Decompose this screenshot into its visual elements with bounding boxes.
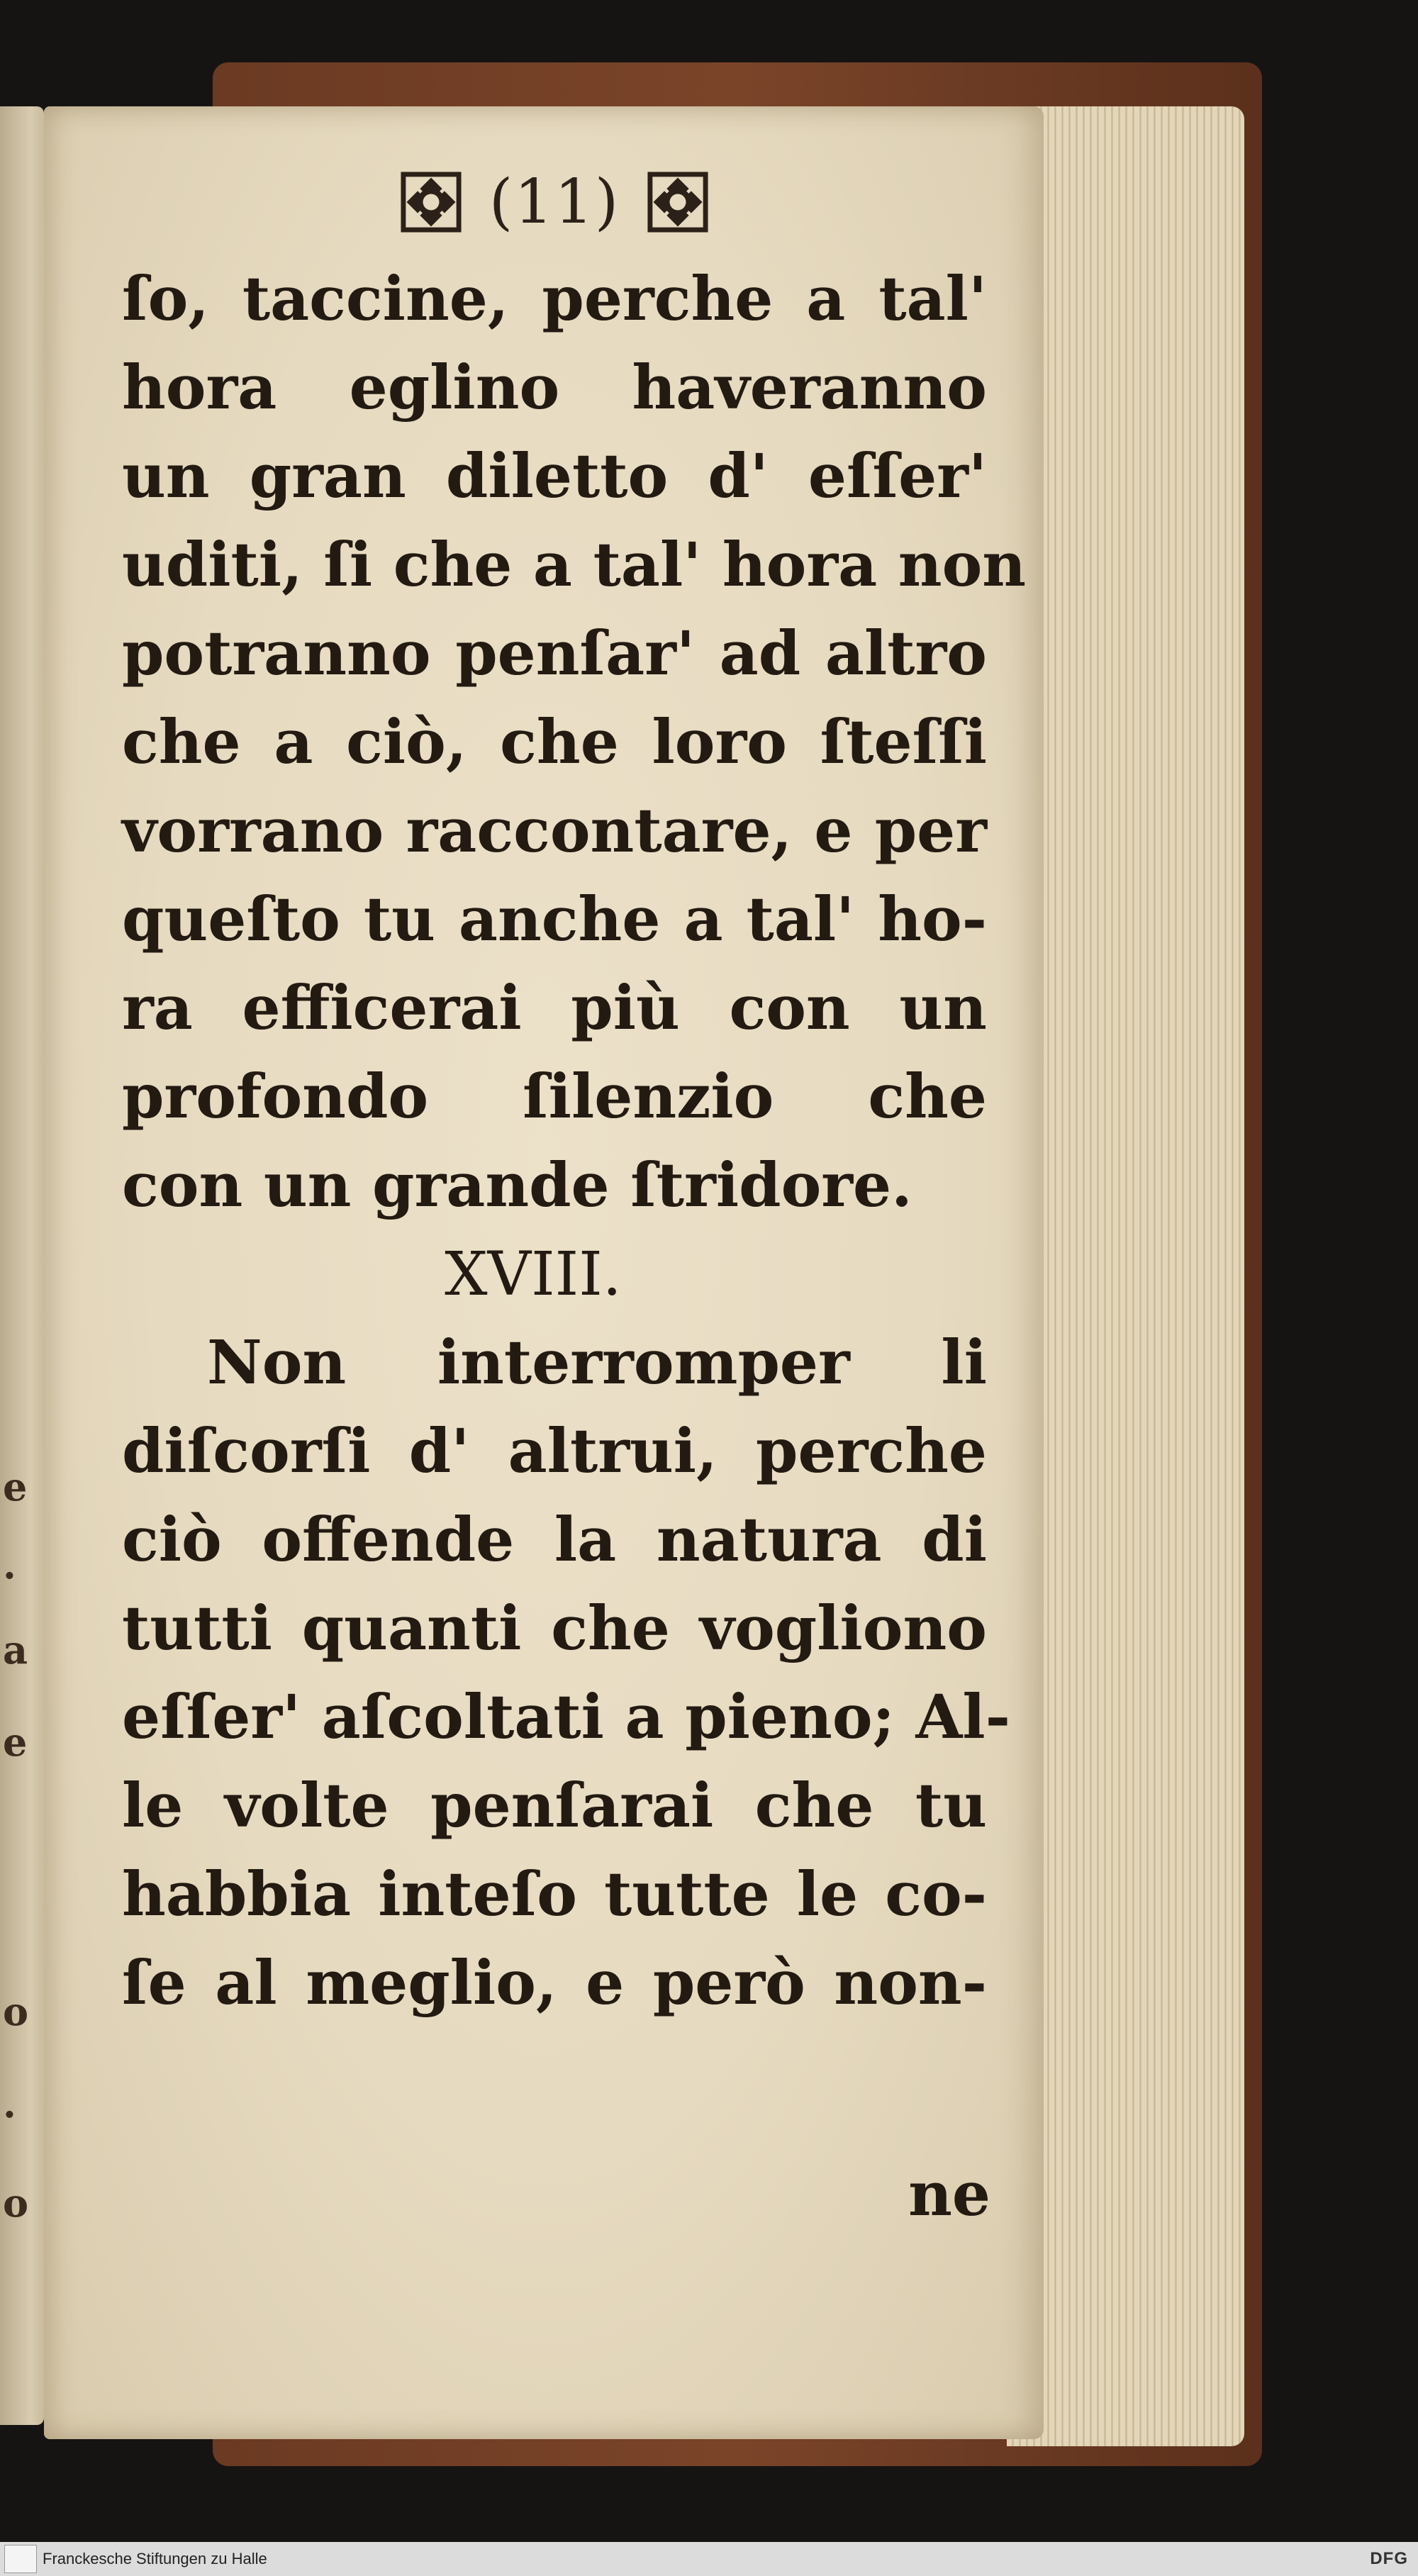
text-line: profondo ſilenzio che <box>122 1061 987 1132</box>
margin-mark: a <box>3 1627 28 1673</box>
text-line: ſe al meglio, e però non- <box>122 1948 987 2019</box>
margin-mark: . <box>3 1542 16 1588</box>
text-line: ſo, taccine, perche a tal' <box>122 264 987 335</box>
text-line: un gran diletto d' eſſer' <box>122 441 987 512</box>
printer-ornament-icon <box>645 169 710 235</box>
book-page <box>44 106 1044 2439</box>
margin-mark: e <box>3 1719 28 1765</box>
text-line: uditi, ſi che a tal' hora non <box>122 530 1027 601</box>
previous-page-edge <box>0 106 44 2425</box>
page-number: (11) <box>489 167 620 238</box>
text-line: potranno penſar' ad altro <box>122 618 987 689</box>
dfg-logo: DFG <box>1370 2549 1408 2568</box>
page-header <box>356 156 753 248</box>
text-line: che a ciò, che loro ſteſſi <box>122 707 987 778</box>
body-text <box>122 255 1027 2028</box>
printer-ornament-icon <box>398 169 464 235</box>
text-line: le volte penſarai che tu <box>122 1771 987 1841</box>
footer-credit <box>0 2545 267 2573</box>
catchword: ne <box>908 2159 990 2230</box>
margin-mark: o <box>3 1989 29 2034</box>
text-line: con un grande ſtridore. <box>122 1150 912 1221</box>
text-line: habbia inteſo tutte le co- <box>122 1859 987 1930</box>
text-line: tutti quanti che vogliono <box>122 1593 987 1664</box>
text-line: eſſer' aſcoltati a pieno; Al- <box>122 1682 1011 1753</box>
text-line: hora eglino haveranno <box>122 352 987 423</box>
text-line: Non interromper li <box>207 1327 987 1398</box>
text-line: queſto tu anche a tal' ho- <box>122 884 987 955</box>
margin-mark: . <box>3 2081 16 2126</box>
text-line: ciò offende la natura di <box>122 1505 987 1576</box>
margin-mark: e <box>3 1464 28 1510</box>
text-line: vorrano raccontare, e per <box>122 796 987 866</box>
text-line: ra efficerai più con un <box>122 973 987 1044</box>
library-logo-icon <box>4 2545 37 2573</box>
text-line: diſcorſi d' altrui, perche <box>122 1416 987 1487</box>
institution-name: Franckesche Stiftungen zu Halle <box>43 2550 267 2567</box>
margin-mark: o <box>3 2180 29 2226</box>
footer-bar <box>0 2542 1418 2576</box>
section-heading: XVIII. <box>445 1239 622 1310</box>
